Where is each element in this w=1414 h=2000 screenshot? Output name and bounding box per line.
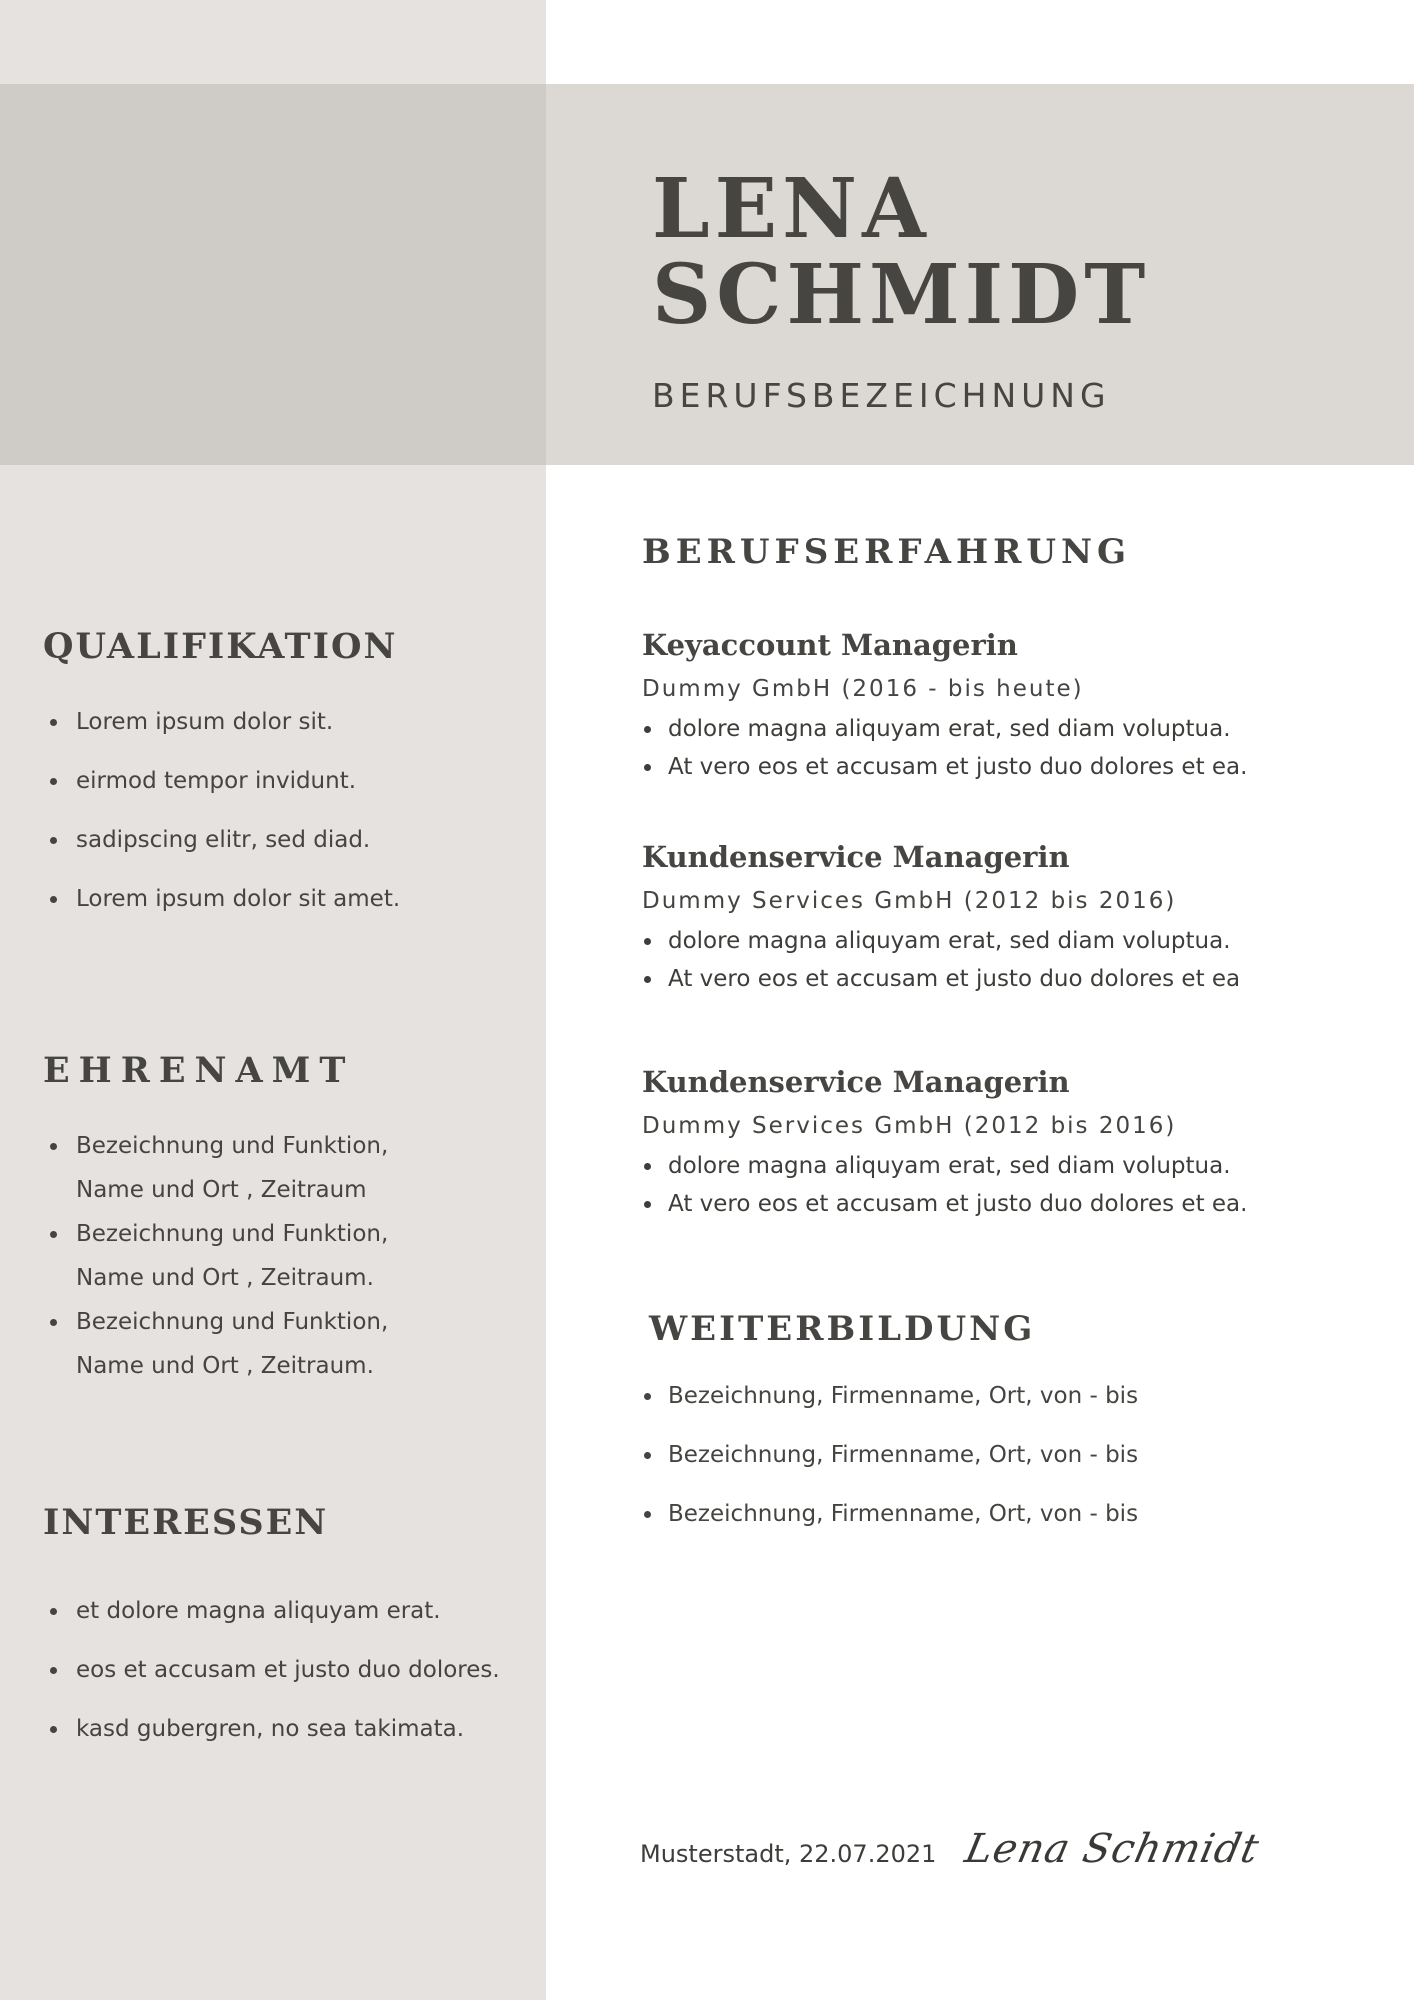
qualifikation-list (43, 707, 400, 943)
interessen-heading: INTERESSEN (43, 1502, 329, 1543)
job-company: Dummy Services GmbH (2012 bis 2016) (642, 888, 1177, 914)
name-first: LENA (652, 161, 931, 257)
ehrenamt-list (43, 1124, 388, 1388)
list-item: Lorem ipsum dolor sit amet. (43, 884, 400, 914)
weiterbildung-list (642, 1381, 1138, 1558)
list-item: et dolore magna aliquyam erat. (43, 1596, 500, 1626)
item-line: Name und Ort , Zeitraum (76, 1177, 367, 1203)
list-item: Bezeichnung, Firmenname, Ort, von - bis (642, 1499, 1138, 1529)
job-role: Kundenservice Managerin (642, 840, 1070, 874)
signature: Lena Schmidt (961, 1826, 1264, 1872)
job-entry (642, 1063, 1342, 1223)
list-item: eirmod tempor invidunt. (43, 766, 400, 796)
job-entry (642, 838, 1342, 998)
place-date: Musterstadt, 22.07.2021 (640, 1840, 937, 1868)
list-item: At vero eos et accusam et justo duo dolores et ea. (642, 1185, 1342, 1223)
list-item: dolore magna aliquyam erat, sed diam voluptua. (642, 710, 1342, 748)
list-item: Bezeichnung, Firmenname, Ort, von - bis (642, 1440, 1138, 1470)
list-item: Bezeichnung, Firmenname, Ort, von - bis (642, 1381, 1138, 1411)
weiterbildung-heading: WEITERBILDUNG (649, 1309, 1036, 1349)
list-item: eos et accusam et justo duo dolores. (43, 1655, 500, 1685)
job-company: Dummy Services GmbH (2012 bis 2016) (642, 1113, 1177, 1139)
interessen-list (43, 1596, 500, 1773)
item-line: Name und Ort , Zeitraum. (76, 1353, 374, 1379)
item-line: Bezeichnung und Funktion, (76, 1221, 389, 1247)
item-line: Bezeichnung und Funktion, (76, 1309, 389, 1335)
list-item: sadipscing elitr, sed diad. (43, 825, 400, 855)
list-item (43, 1124, 388, 1212)
job-entry (642, 626, 1342, 786)
list-item: dolore magna aliquyam erat, sed diam voluptua. (642, 1147, 1342, 1185)
item-line: Name und Ort , Zeitraum. (76, 1265, 374, 1291)
ehrenamt-heading: EHRENAMT (43, 1050, 355, 1091)
item-line: Bezeichnung und Funktion, (76, 1133, 389, 1159)
job-bullets (642, 1147, 1342, 1223)
qualifikation-heading: QUALIFIKATION (43, 626, 398, 667)
job-role: Keyaccount Managerin (642, 628, 1018, 662)
list-item: dolore magna aliquyam erat, sed diam voluptua. (642, 922, 1342, 960)
job-bullets (642, 710, 1342, 786)
list-item: At vero eos et accusam et justo duo dolores et ea (642, 960, 1342, 998)
list-item (43, 1300, 388, 1388)
list-item: Lorem ipsum dolor sit. (43, 707, 400, 737)
berufserfahrung-heading: BERUFSERFAHRUNG (642, 532, 1132, 572)
job-bullets (642, 922, 1342, 998)
list-item (43, 1212, 388, 1300)
list-item: At vero eos et accusam et justo duo dolores et ea. (642, 748, 1342, 786)
job-company: Dummy GmbH (2016 - bis heute) (642, 676, 1084, 702)
list-item: kasd gubergren, no sea takimata. (43, 1714, 500, 1744)
job-role: Kundenservice Managerin (642, 1065, 1070, 1099)
photo-placeholder (0, 84, 546, 465)
job-title: BERUFSBEZEICHNUNG (652, 376, 1111, 415)
name-last: SCHMIDT (652, 247, 1151, 343)
candidate-name (652, 161, 1151, 343)
